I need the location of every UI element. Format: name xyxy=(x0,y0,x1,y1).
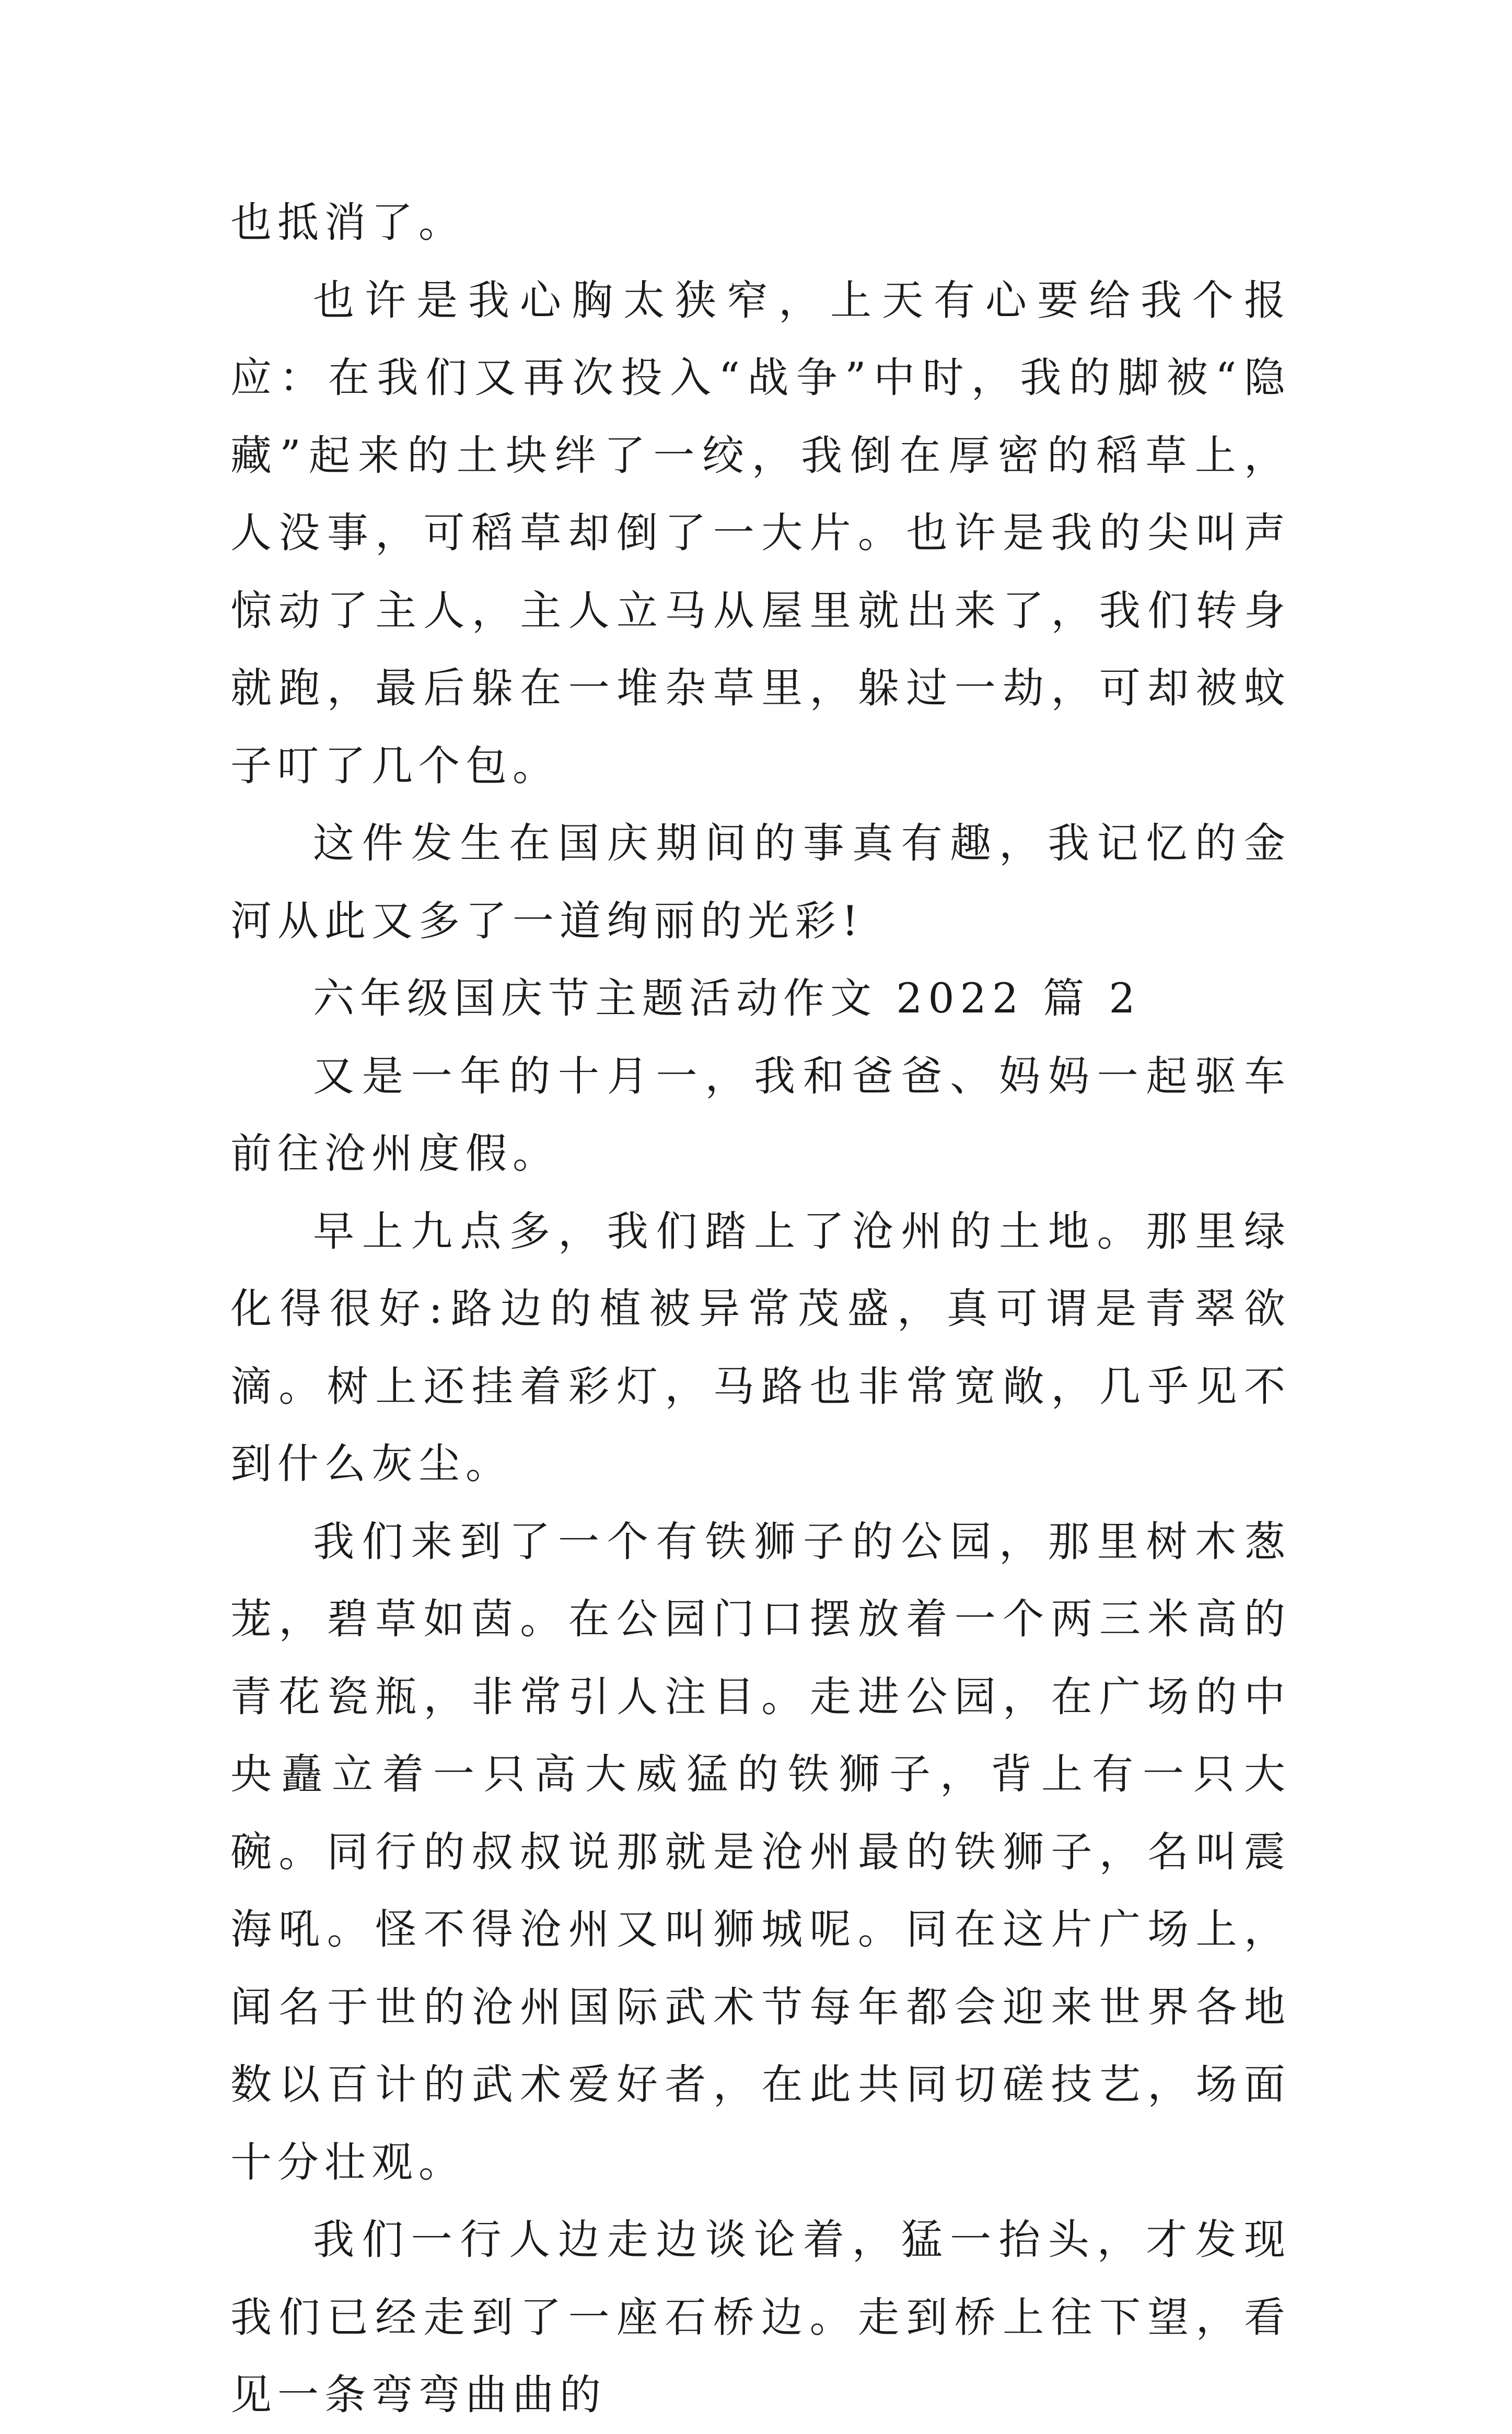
paragraph: 我们来到了一个有铁狮子的公园，那里树木葱茏，碧草如茵。在公园门口摆放着一个两三米高的青花瓷瓶，非常引人注目。走进公园，在广场的中央矗立着一只高大威猛的铁狮子，背上有一只大碗。同行的叔叔说那就是沧州最的铁狮子，名叫震海吼。怪不得沧州又叫狮城呢。同在这片广场上，闻名于世的沧州国际武术节每年都会迎来世界各地数以百计的武术爱好者，在此共同切磋技艺，场面十分壮观。 xyxy=(230,1517,1291,2186)
paragraph-continuation: 也抵消了。 xyxy=(230,199,466,247)
paragraph: 又是一年的十月一，我和爸爸、妈妈一起驱车前往沧州度假。 xyxy=(230,1052,1291,1178)
paragraph: 这件发生在国庆期间的事真有趣，我记忆的金河从此又多了一道绚丽的光彩! xyxy=(230,819,1291,945)
document-body xyxy=(230,184,1291,2434)
paragraph: 我们一行人边走边谈论着，猛一抬头，才发现我们已经走到了一座石桥边。走到桥上往下望，看见一条弯弯曲曲的 xyxy=(230,2216,1291,2419)
paragraph: 早上九点多，我们踏上了沧州的土地。那里绿化得很好:路边的植被异常茂盛，真可谓是青翠欲滴。树上还挂着彩灯，马路也非常宽敞，几乎见不到什么灰尘。 xyxy=(230,1207,1291,1488)
paragraph: 也许是我心胸太狭窄，上天有心要给我个报应：在我们又再次投入“战争”中时，我的脚被“隐藏”起来的土块绊了一绞，我倒在厚密的稻草上，人没事，可稻草却倒了一大片。也许是我的尖叫声惊动了主人，主人立马从屋里就出来了，我们转身就跑，最后躲在一堆杂草里，躲过一劫，可却被蚊子叮了几个包。 xyxy=(230,276,1291,790)
section-heading: 六年级国庆节主题活动作文 2022 篇 2 xyxy=(313,974,1141,1022)
